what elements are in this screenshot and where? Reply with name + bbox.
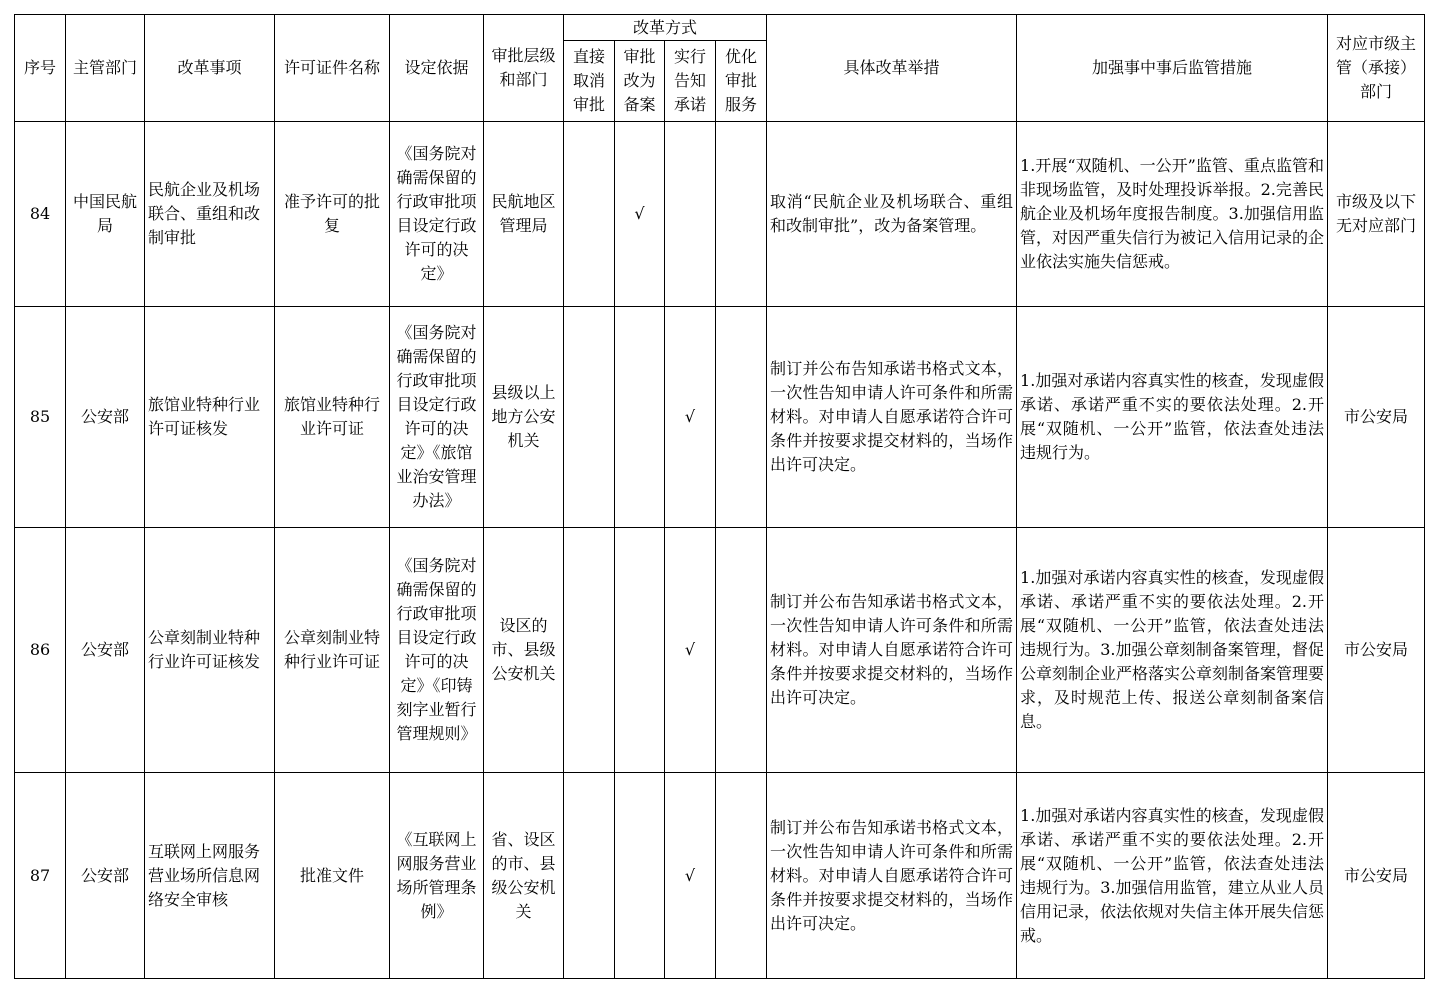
row-license: 旅馆业特种行业许可证 [275,307,390,528]
row-basis: 《国务院对确需保留的行政审批项目设定行政许可的决定》 [390,122,484,307]
header-supervision: 加强事中事后监管措施 [1017,15,1328,122]
row-method-optimize [716,773,767,979]
row-measures: 制订并公布告知承诺书格式文本，一次性告知申请人许可条件和所需材料。对申请人自愿承诺符合许可条件并按要求提交材料的，当场作出许可决定。 [767,528,1017,773]
header-license: 许可证件名称 [275,15,390,122]
row-level: 省、设区的市、县级公安机关 [484,773,564,979]
row-dept: 公安部 [66,528,145,773]
row-measures: 制订并公布告知承诺书格式文本，一次性告知申请人许可条件和所需材料。对申请人自愿承诺符合许可条件并按要求提交材料的，当场作出许可决定。 [767,307,1017,528]
reform-table [14,14,1425,979]
row-supervision: 1.开展“双随机、一公开”监管、重点监管和非现场监管，及时处理投诉举报。2.完善民航企业及机场年度报告制度。3.加强信用监管，对因严重失信行为被记入信用记录的企业依法实施失信惩戒。 [1017,122,1328,307]
row-method-promise: √ [665,307,716,528]
table-row [15,122,1425,307]
header-city-dept: 对应市级主管（承接）部门 [1328,15,1425,122]
row-supervision: 1.加强对承诺内容真实性的核查，发现虚假承诺、承诺严重不实的要依法处理。2.开展“双随机、一公开”监管，依法查处违法违规行为。 [1017,307,1328,528]
header-method-group: 改革方式 [564,15,767,41]
row-measures: 制订并公布告知承诺书格式文本，一次性告知申请人许可条件和所需材料。对申请人自愿承诺符合许可条件并按要求提交材料的，当场作出许可决定。 [767,773,1017,979]
row-license: 批准文件 [275,773,390,979]
row-license: 准予许可的批复 [275,122,390,307]
header-dept: 主管部门 [66,15,145,122]
header-method-promise: 实行告知承诺 [665,41,716,122]
table-row [15,307,1425,528]
row-level: 县级以上地方公安机关 [484,307,564,528]
row-method-optimize [716,122,767,307]
header-level: 审批层级和部门 [484,15,564,122]
row-level: 民航地区管理局 [484,122,564,307]
row-method-cancel [564,773,615,979]
row-basis: 《互联网上网服务营业场所管理条例》 [390,773,484,979]
row-method-promise: √ [665,773,716,979]
row-method-filing: √ [615,122,665,307]
header-measures: 具体改革举措 [767,15,1017,122]
row-index: 84 [15,122,66,307]
row-method-filing [615,528,665,773]
row-index: 85 [15,307,66,528]
row-index: 86 [15,528,66,773]
row-dept: 公安部 [66,307,145,528]
row-city-dept: 市公安局 [1328,528,1425,773]
header-basis: 设定依据 [390,15,484,122]
header-method-filing: 审批改为备案 [615,41,665,122]
row-method-optimize [716,528,767,773]
header-index: 序号 [15,15,66,122]
row-item: 旅馆业特种行业许可证核发 [145,307,275,528]
row-item: 互联网上网服务营业场所信息网络安全审核 [145,773,275,979]
row-supervision: 1.加强对承诺内容真实性的核查，发现虚假承诺、承诺严重不实的要依法处理。2.开展“双随机、一公开”监管，依法查处违法违规行为。3.加强信用监管，建立从业人员信用记录，依法依规对失信主体开展失信惩戒。 [1017,773,1328,979]
row-method-cancel [564,122,615,307]
row-method-optimize [716,307,767,528]
table-row [15,773,1425,979]
header-method-optimize: 优化审批服务 [716,41,767,122]
row-method-promise [665,122,716,307]
row-measures: 取消“民航企业及机场联合、重组和改制审批”，改为备案管理。 [767,122,1017,307]
row-method-filing [615,307,665,528]
row-method-cancel [564,528,615,773]
row-license: 公章刻制业特种行业许可证 [275,528,390,773]
row-method-promise: √ [665,528,716,773]
row-level: 设区的市、县级公安机关 [484,528,564,773]
row-basis: 《国务院对确需保留的行政审批项目设定行政许可的决定》《印铸刻字业暂行管理规则》 [390,528,484,773]
row-method-cancel [564,307,615,528]
row-city-dept: 市公安局 [1328,773,1425,979]
row-city-dept: 市公安局 [1328,307,1425,528]
header-method-cancel: 直接取消审批 [564,41,615,122]
row-dept: 中国民航局 [66,122,145,307]
row-supervision: 1.加强对承诺内容真实性的核查，发现虚假承诺、承诺严重不实的要依法处理。2.开展“双随机、一公开”监管，依法查处违法违规行为。3.加强公章刻制备案管理，督促公章刻制企业严格落实公章刻制备案管理要求，及时规范上传、报送公章刻制备案信息。 [1017,528,1328,773]
row-item: 公章刻制业特种行业许可证核发 [145,528,275,773]
header-row-top [15,15,1425,41]
row-basis: 《国务院对确需保留的行政审批项目设定行政许可的决定》《旅馆业治安管理办法》 [390,307,484,528]
row-city-dept: 市级及以下无对应部门 [1328,122,1425,307]
header-item: 改革事项 [145,15,275,122]
row-index: 87 [15,773,66,979]
row-method-filing [615,773,665,979]
table-row [15,528,1425,773]
row-dept: 公安部 [66,773,145,979]
row-item: 民航企业及机场联合、重组和改制审批 [145,122,275,307]
